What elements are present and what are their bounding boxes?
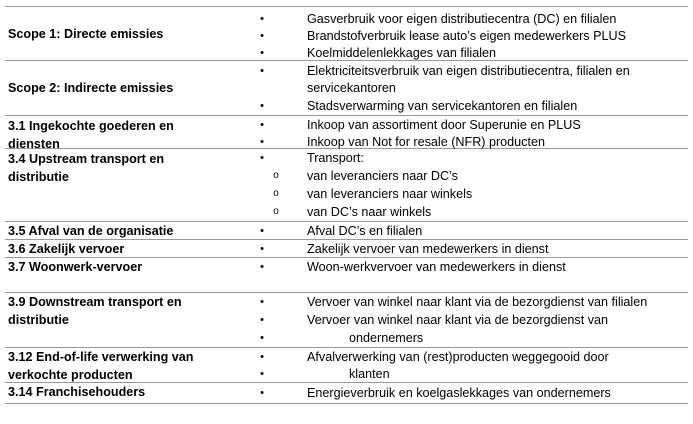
list-item-text: klanten (349, 367, 390, 381)
row-heading-line: distributie (8, 313, 69, 327)
list-item-text: Afval DC’s en filialen (307, 224, 423, 238)
row-heading-line: 3.14 Franchisehouders (8, 385, 146, 399)
list-item (5, 185, 688, 203)
row-heading-line: 3.9 Downstream transport en (8, 295, 182, 309)
list-item-text: Koelmiddelenlekkages van filialen (307, 46, 497, 60)
bullet-icon: • (260, 332, 264, 344)
table-row (5, 149, 688, 222)
list-item (5, 293, 688, 311)
table-row (5, 348, 688, 383)
row-heading-line: 3.12 End-of-life verwerking van (8, 350, 194, 364)
list-item (5, 222, 688, 240)
circle-bullet-icon: o (273, 206, 279, 217)
list-item-text: Vervoer van winkel naar klant via de bezorgdienst van filialen (307, 295, 648, 309)
list-item-text: servicekantoren (307, 81, 396, 95)
list-item (5, 311, 688, 329)
bullet-icon: • (260, 368, 264, 380)
list-item-text: ondernemers (349, 331, 424, 345)
list-item-text: Afvalverwerking van (rest)producten weggegooid door (307, 350, 609, 364)
bullet-icon: • (260, 30, 264, 42)
list-item (5, 365, 688, 383)
list-item-text: Gasverbruik voor eigen distributiecentra (DC) en filialen (307, 12, 617, 26)
table-row (5, 258, 688, 293)
bullet-icon: • (260, 119, 264, 131)
row-heading-line: distributie (8, 170, 69, 184)
scope-table (5, 6, 688, 404)
list-item (5, 62, 688, 80)
table-row (5, 293, 688, 348)
row-heading-line: 3.6 Zakelijk vervoer (8, 242, 125, 256)
row-heading-line: diensten (8, 137, 60, 151)
bullet-icon: • (260, 225, 264, 237)
list-item (5, 116, 688, 134)
bullet-icon: • (260, 13, 264, 25)
list-item-text: Brandstofverbruik lease auto’s eigen medewerkers PLUS (307, 29, 626, 43)
list-item-text: Vervoer van winkel naar klant via de bezorgdienst van (307, 313, 609, 327)
table-row (5, 116, 688, 149)
bullet-icon: • (260, 314, 264, 326)
list-item (5, 97, 688, 115)
bullet-icon: • (260, 296, 264, 308)
row-heading-line: 3.1 Ingekochte goederen en (8, 119, 174, 133)
list-item (5, 149, 688, 167)
list-item-text: van DC’s naar winkels (307, 205, 432, 219)
list-item (5, 384, 688, 402)
list-item-text: Energieverbruik en koelgaslekkages van ondernemers (307, 386, 611, 400)
table-row (5, 61, 688, 116)
list-item (5, 10, 688, 28)
bullet-icon: • (260, 351, 264, 363)
bullet-icon: • (260, 261, 264, 273)
list-item (5, 27, 688, 45)
list-item-text: Zakelijk vervoer van medewerkers in dienst (307, 242, 549, 256)
list-item (5, 348, 688, 366)
table-row (5, 383, 688, 404)
bullet-icon: • (260, 100, 264, 112)
list-item (5, 329, 688, 347)
bullet-icon: • (260, 136, 264, 148)
table-row (5, 240, 688, 258)
circle-bullet-icon: o (273, 188, 279, 199)
list-item-text: Woon-werkvervoer van medewerkers in dienst (307, 260, 566, 274)
table-row (5, 222, 688, 240)
list-item-text: Elektriciteitsverbruik van eigen distributiecentra, filialen en (307, 64, 630, 78)
list-item (5, 258, 688, 276)
list-item-text: Stadsverwarming van servicekantoren en filialen (307, 99, 578, 113)
bullet-icon: • (260, 65, 264, 77)
list-item-text: van leveranciers naar DC’s (307, 169, 458, 183)
list-item (5, 44, 688, 62)
list-item-text: van leveranciers naar winkels (307, 187, 473, 201)
list-item (5, 79, 688, 97)
circle-bullet-icon: o (273, 170, 279, 181)
table-row (5, 6, 688, 61)
list-item-text: Inkoop van assortiment door Superunie en PLUS (307, 118, 581, 132)
bullet-icon: • (260, 243, 264, 255)
list-item (5, 240, 688, 258)
list-item-text: Inkoop van Not for resale (NFR) producten (307, 135, 545, 149)
list-item-text: Transport: (307, 151, 364, 165)
row-heading-line: verkochte producten (8, 368, 133, 382)
list-item (5, 203, 688, 221)
bullet-icon: • (260, 387, 264, 399)
bullet-icon: • (260, 152, 264, 164)
row-heading-line: 3.5 Afval van de organisatie (8, 224, 174, 238)
list-item (5, 167, 688, 185)
bullet-icon: • (260, 47, 264, 59)
row-heading-line: 3.7 Woonwerk-vervoer (8, 260, 143, 274)
row-heading-line: Scope 1: Directe emissies (8, 27, 164, 41)
row-heading-line: 3.4 Upstream transport en (8, 152, 165, 166)
row-heading-line: Scope 2: Indirecte emissies (8, 81, 174, 95)
